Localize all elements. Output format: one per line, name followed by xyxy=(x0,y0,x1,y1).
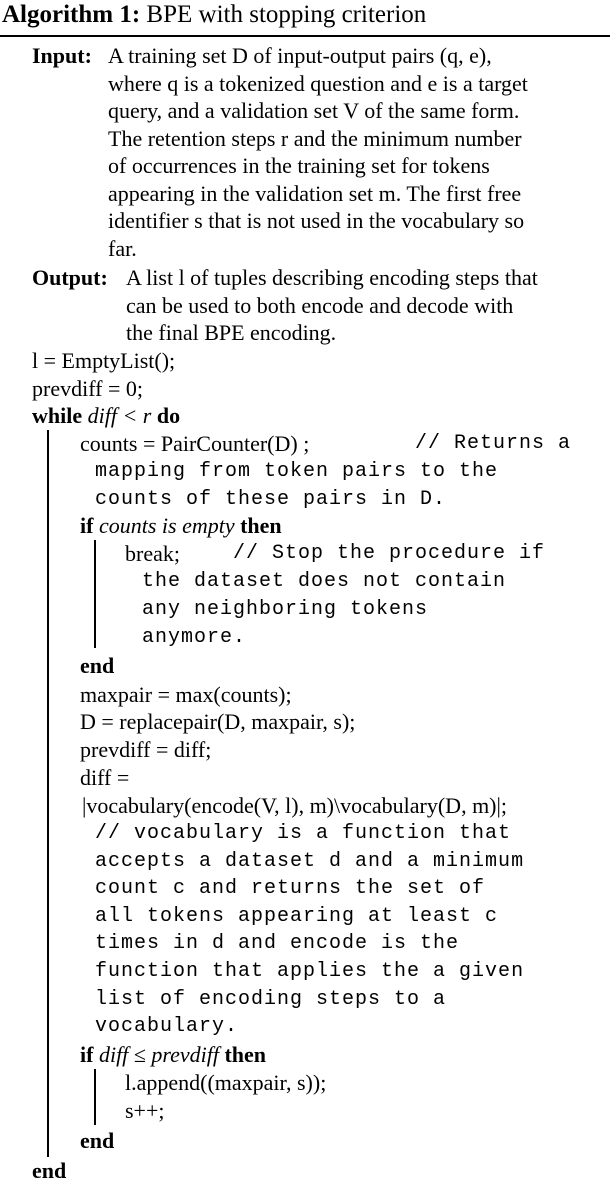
while-condition: diff < r xyxy=(87,403,152,428)
if-empty-scope-bar xyxy=(94,540,96,648)
diff-comment-line-3: count c and returns the set of xyxy=(95,877,486,901)
counts-comment-line-1: // Returns a xyxy=(415,432,572,455)
maxpair-line: maxpair = max(counts); xyxy=(80,682,292,707)
if-keyword: if xyxy=(80,513,94,538)
algorithm-label: Algorithm 1: xyxy=(2,1,141,28)
diff-comment-line-2: accepts a dataset d and a minimum xyxy=(95,849,525,873)
diff-assign-line: diff = xyxy=(80,765,130,790)
do-keyword: do xyxy=(156,403,181,428)
if-diff-scope-bar xyxy=(94,1069,96,1125)
counts-line: counts = PairCounter(D) ; xyxy=(80,431,310,456)
while-keyword: while xyxy=(32,403,83,428)
if-empty-line xyxy=(80,512,282,540)
diff-comment-line-4: all tokens appearing at least c xyxy=(95,904,499,928)
input-line-7: identifier s that is not used in the vocabulary so xyxy=(108,208,525,233)
input-line-5: of occurrences in the training set for tokens xyxy=(108,153,490,178)
diff-comment-line-5: times in d and encode is the xyxy=(95,932,460,956)
then-keyword: then xyxy=(240,513,282,538)
append-line: l.append((maxpair, s)); xyxy=(125,1070,327,1095)
diff-expression-line: |vocabulary(encode(V, l), m)\vocabulary(D, m)|; xyxy=(82,793,508,818)
diff-comment-line-7: list of encoding steps to a xyxy=(95,987,447,1011)
input-line-3: query, and a validation set V of the same form. xyxy=(108,98,520,123)
if-empty-condition: counts is empty xyxy=(98,513,235,538)
if-diff-line xyxy=(80,1041,266,1069)
break-comment-line-1: // Stop the procedure if xyxy=(233,542,546,565)
end-if-diff: end xyxy=(80,1128,115,1153)
output-line-3: the final BPE encoding. xyxy=(126,320,337,345)
diff-comment-line-6: function that applies the a given xyxy=(95,960,525,983)
output-line-1: A list l of tuples describing encoding steps that xyxy=(126,265,538,290)
init-list-line: l = EmptyList(); xyxy=(32,348,176,373)
increment-line: s++; xyxy=(125,1098,165,1123)
end-while: end xyxy=(32,1158,67,1183)
if-diff-condition: diff ≤ prevdiff xyxy=(98,1042,219,1067)
end-if-empty: end xyxy=(80,653,115,678)
then-keyword-2: then xyxy=(224,1042,267,1067)
input-line-8: far. xyxy=(108,235,137,261)
diff-comment-line-1: // vocabulary is a function that xyxy=(95,822,512,845)
algorithm-title: BPE with stopping criterion xyxy=(146,1,427,28)
break-line: break; xyxy=(125,541,180,566)
input-label: Input: xyxy=(32,43,92,68)
break-comment-line-4: anymore. xyxy=(142,626,247,649)
top-rule xyxy=(0,35,610,37)
break-comment-line-2: the dataset does not contain xyxy=(142,570,507,593)
input-line-1: A training set D of input-output pairs (q, e), xyxy=(108,43,492,68)
if-keyword-2: if xyxy=(80,1042,94,1067)
diff-comment-line-8: vocabulary. xyxy=(95,1015,239,1039)
algorithm-caption xyxy=(2,0,426,30)
replacepair-line: D = replacepair(D, maxpair, s); xyxy=(80,709,356,734)
prevdiff-update-line: prevdiff = diff; xyxy=(80,737,212,762)
input-line-6: appearing in the validation set m. The first free xyxy=(108,180,522,206)
counts-comment-line-3: counts of these pairs in D. xyxy=(95,488,447,511)
counts-comment-line-2: mapping from token pairs to the xyxy=(95,460,499,483)
output-label: Output: xyxy=(32,265,108,290)
init-prevdiff-line: prevdiff = 0; xyxy=(32,376,143,401)
input-line-2: where q is a tokenized question and e is a target xyxy=(108,70,528,96)
while-line xyxy=(32,402,180,430)
output-line-2: can be used to both encode and decode with xyxy=(126,292,514,318)
input-line-4: The retention steps r and the minimum number xyxy=(108,125,522,151)
while-scope-bar xyxy=(47,430,49,1157)
break-comment-line-3: any neighboring tokens xyxy=(142,598,429,621)
